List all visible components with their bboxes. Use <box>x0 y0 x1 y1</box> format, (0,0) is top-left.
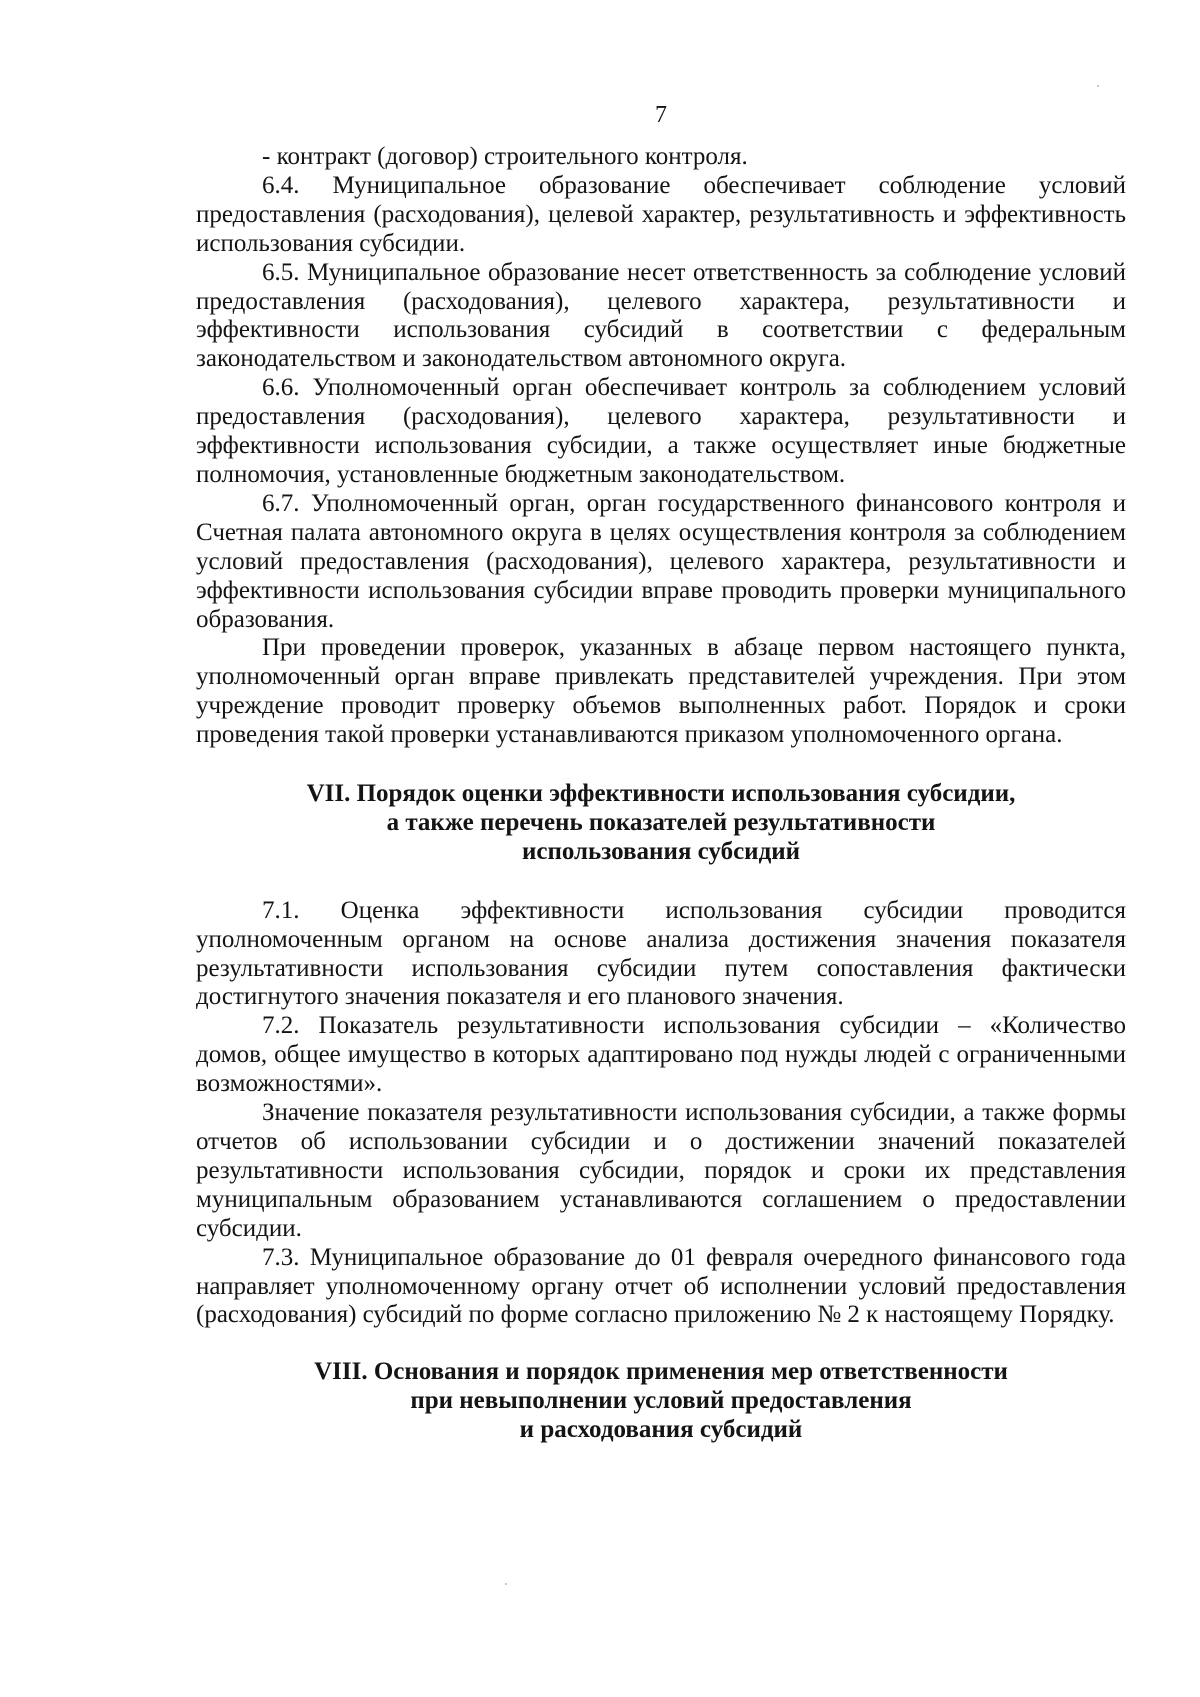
scan-speck <box>1097 85 1099 87</box>
section-7-heading <box>196 780 1126 867</box>
section-7-heading-line: VII. Порядок оценки эффективности использования субсидии, <box>306 780 1016 808</box>
paragraph-6-7: 6.7. Уполномоченный орган, орган государственного финансового контроля и Счетная палата автономного округа в целях осуществления контроля за соблюдением условий предоставления (расходования), целевого характера, результативности и эффективности использования субсидии вправе проводить проверки муниципального образования. <box>196 489 1126 633</box>
section-8-heading-line: и расходования субсидий <box>519 1416 803 1444</box>
paragraph-7-3: 7.3. Муниципальное образование до 01 февраля очередного финансового года направляет уполномоченному органу отчет об исполнении условий предоставления (расходования) субсидий по форме согласно приложению № 2 к настоящему Порядку. <box>196 1243 1126 1329</box>
document-body <box>196 143 1126 1445</box>
page-number: 7 <box>655 102 667 128</box>
paragraph-contract: - контракт (договор) строительного контроля. <box>262 143 748 170</box>
paragraph-7-2-value: Значение показателя результативности использования субсидии, а также формы отчетов об использовании субсидии и о достижении значений показателей результативности использования субсидии, порядок и сроки их представления муниципальным образованием устанавливаются соглашением о предоставлении субсидии. <box>196 1099 1126 1242</box>
paragraph-7-1: 7.1. Оценка эффективности использования субсидии проводится уполномоченным органом на основе анализа достижения значения показателя результативности использования субсидии путем сопоставления фактически достигнутого значения показателя и его планового значения. <box>196 896 1126 1011</box>
paragraph-6-7-inspections: При проведении проверок, указанных в абзаце первом настоящего пункта, уполномоченный орган вправе привлекать представителей учреждения. При этом учреждение проводит проверку объемов выполненных работ. Порядок и сроки проведения такой проверки устанавливаются приказом уполномоченного органа. <box>196 634 1126 749</box>
section-8-heading <box>196 1358 1126 1445</box>
paragraph-6-5: 6.5. Муниципальное образование несет ответственность за соблюдение условий предоставления (расходования), целевого характера, результативности и эффективности использования субсидий в соответствии с федеральным законодательством и законодательством автономного округа. <box>196 258 1126 373</box>
section-7-heading-line: а также перечень показателей результативности <box>386 808 936 836</box>
paragraph-7-2: 7.2. Показатель результативности использования субсидии – «Количество домов, общее имущество в которых адаптировано под нужды людей с ограниченными возможностями». <box>196 1012 1126 1098</box>
scan-speck <box>505 1583 507 1585</box>
section-8-heading-line: при невыполнении условий предоставления <box>410 1387 912 1415</box>
section-7-heading-line: использования субсидий <box>521 837 801 865</box>
section-8-heading-line: VIII. Основания и порядок применения мер ответственности <box>314 1358 1008 1386</box>
paragraph-6-4: 6.4. Муниципальное образование обеспечивает соблюдение условий предоставления (расходования), целевой характер, результативность и эффективность использования субсидии. <box>196 171 1126 257</box>
paragraph-6-6: 6.6. Уполномоченный орган обеспечивает контроль за соблюдением условий предоставления (расходования), целевого характера, результативности и эффективности использования субсидии, а также осуществляет иные бюджетные полномочия, установленные бюджетным законодательством. <box>196 374 1126 488</box>
